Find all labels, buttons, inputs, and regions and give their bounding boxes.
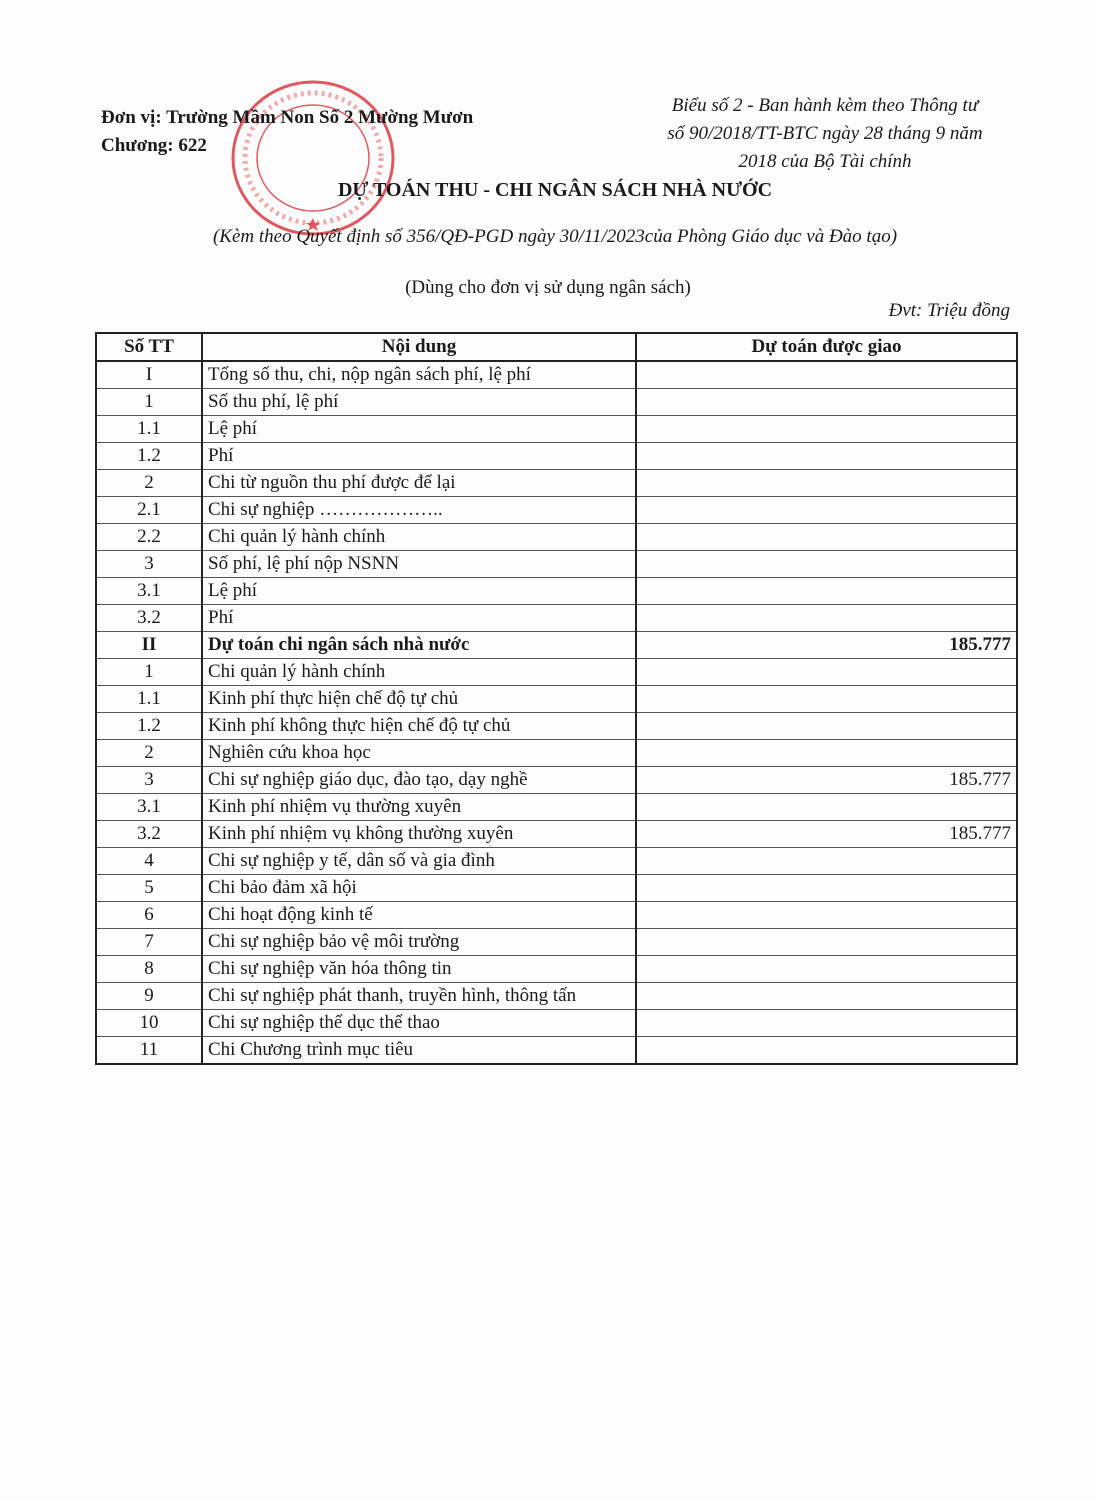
usage-note: (Dùng cho đơn vị sử dụng ngân sách) [405,277,691,298]
table-row [96,794,1017,821]
row-value [636,686,1017,713]
row-number: 3.2 [96,605,202,632]
row-number: 11 [96,1037,202,1065]
row-number: 3.1 [96,794,202,821]
row-number: 2 [96,470,202,497]
row-number: 2.1 [96,497,202,524]
row-number: II [96,632,202,659]
row-content: Chi sự nghiệp ……………….. [202,497,636,524]
table-row [96,983,1017,1010]
table-row [96,740,1017,767]
row-number: 7 [96,929,202,956]
row-content: Lệ phí [202,578,636,605]
table-row [96,524,1017,551]
row-content: Kinh phí thực hiện chế độ tự chủ [202,686,636,713]
table-row [96,551,1017,578]
table-row [96,632,1017,659]
table-row [96,875,1017,902]
row-number: 3.1 [96,578,202,605]
header-content: Nội dung [202,333,636,361]
legal-reference [630,92,1020,176]
row-value [636,551,1017,578]
reference-line: Biểu số 2 - Ban hành kèm theo Thông tư [671,95,979,116]
row-number: 5 [96,875,202,902]
row-content: Tổng số thu, chi, nộp ngân sách phí, lệ phí [202,361,636,389]
row-content: Chi quản lý hành chính [202,659,636,686]
row-content: Chi sự nghiệp giáo dục, đào tạo, dạy nghề [202,767,636,794]
row-value [636,956,1017,983]
row-number: 2 [96,740,202,767]
table-row [96,713,1017,740]
row-number: 4 [96,848,202,875]
row-value: 185.777 [636,632,1017,659]
row-value [636,713,1017,740]
table-row [96,956,1017,983]
reference-line: 2018 của Bộ Tài chính [738,151,912,172]
table-row [96,929,1017,956]
table-header-row [96,333,1017,361]
row-value [636,983,1017,1010]
row-content: Chi bảo đảm xã hội [202,875,636,902]
row-content: Chi sự nghiệp y tế, dân số và gia đình [202,848,636,875]
row-value [636,416,1017,443]
row-value [636,524,1017,551]
row-number: 3 [96,551,202,578]
row-number: 3 [96,767,202,794]
row-content: Chi sự nghiệp văn hóa thông tin [202,956,636,983]
row-value [636,794,1017,821]
row-value [636,605,1017,632]
table-row [96,443,1017,470]
unit-info [101,104,473,160]
table-row [96,1037,1017,1065]
row-value [636,875,1017,902]
row-number: I [96,361,202,389]
row-value [636,659,1017,686]
row-content: Nghiên cứu khoa học [202,740,636,767]
chapter: Chương: 622 [101,135,207,156]
table-row [96,821,1017,848]
row-value: 185.777 [636,821,1017,848]
row-number: 9 [96,983,202,1010]
row-content: Số phí, lệ phí nộp NSNN [202,551,636,578]
row-number: 2.2 [96,524,202,551]
row-value [636,1010,1017,1037]
table-row [96,416,1017,443]
row-value [636,443,1017,470]
row-content: Chi Chương trình mục tiêu [202,1037,636,1065]
row-content: Chi quản lý hành chính [202,524,636,551]
row-value [636,848,1017,875]
row-value [636,497,1017,524]
row-value [636,929,1017,956]
document-title: DỰ TOÁN THU - CHI NGÂN SÁCH NHÀ NƯỚC [337,179,773,201]
table-row [96,686,1017,713]
row-number: 3.2 [96,821,202,848]
table-row [96,902,1017,929]
row-content: Kinh phí nhiệm vụ thường xuyên [202,794,636,821]
header-value: Dự toán được giao [636,333,1017,361]
row-number: 8 [96,956,202,983]
table-row [96,470,1017,497]
document-subtitle: (Kèm theo Quyết định số 356/QĐ-PGD ngày 30/11/2023của Phòng Giáo dục và Đào tạo) [212,226,898,247]
budget-table [95,332,1018,1065]
row-content: Phí [202,443,636,470]
row-number: 10 [96,1010,202,1037]
row-number: 6 [96,902,202,929]
row-content: Kinh phí nhiệm vụ không thường xuyên [202,821,636,848]
reference-line: số 90/2018/TT-BTC ngày 28 tháng 9 năm [667,123,983,144]
row-content: Lệ phí [202,416,636,443]
row-content: Chi hoạt động kinh tế [202,902,636,929]
row-content: Phí [202,605,636,632]
table-row [96,767,1017,794]
row-number: 1.2 [96,443,202,470]
table-row [96,1010,1017,1037]
row-number: 1 [96,389,202,416]
row-content: Số thu phí, lệ phí [202,389,636,416]
table-row [96,578,1017,605]
row-number: 1.2 [96,713,202,740]
row-content: Chi sự nghiệp bảo vệ môi trường [202,929,636,956]
row-value [636,361,1017,389]
table-row [96,497,1017,524]
row-value [636,902,1017,929]
row-content: Chi sự nghiệp phát thanh, truyền hình, thông tấn [202,983,636,1010]
table-row [96,605,1017,632]
row-value [636,578,1017,605]
row-value [636,1037,1017,1065]
row-content: Chi sự nghiệp thể dục thể thao [202,1010,636,1037]
unit-of-measure: Đvt: Triệu đồng [888,300,1010,321]
row-number: 1.1 [96,416,202,443]
table-row [96,361,1017,389]
table-row [96,389,1017,416]
unit-name: Đơn vị: Trường Mầm Non Số 2 Mường Mươn [101,107,474,128]
row-number: 1 [96,659,202,686]
row-value [636,740,1017,767]
table-row [96,848,1017,875]
header-no: Số TT [96,333,202,361]
row-content: Kinh phí không thực hiện chế độ tự chủ [202,713,636,740]
row-value [636,470,1017,497]
table-row [96,659,1017,686]
row-number: 1.1 [96,686,202,713]
row-content: Dự toán chi ngân sách nhà nước [202,632,636,659]
row-value: 185.777 [636,767,1017,794]
row-value [636,389,1017,416]
row-content: Chi từ nguồn thu phí được để lại [202,470,636,497]
